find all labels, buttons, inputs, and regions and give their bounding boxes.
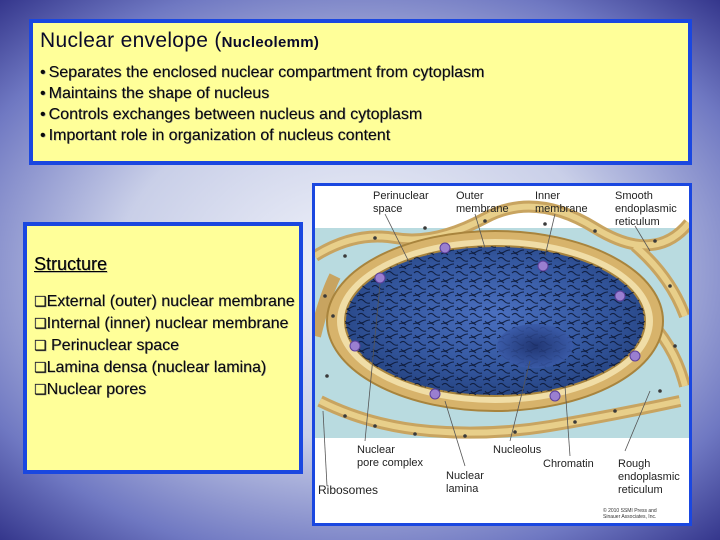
checkbox-bullet-icon: ❑ — [34, 382, 47, 398]
label-line: Smooth — [615, 190, 653, 202]
function-text: Separates the enclosed nuclear compartment from cytoplasm — [48, 64, 485, 81]
checkbox-bullet-icon: ❑ — [34, 294, 47, 310]
title-sub: Nucleolemm) — [221, 34, 320, 51]
checkbox-bullet-icon: ❑ — [34, 360, 47, 376]
nucleolus-shape — [497, 324, 573, 368]
structure-item — [34, 379, 299, 401]
label-line: membrane — [456, 203, 509, 215]
structure-text: Perinuclear space — [46, 337, 180, 354]
checkbox-bullet-icon: ❑ — [34, 316, 47, 332]
function-text: Important role in organization of nucleus content — [48, 127, 391, 144]
structure-text: External (outer) nuclear membrane — [46, 293, 295, 310]
slide-title — [40, 29, 688, 53]
bullet-icon: • — [40, 85, 46, 102]
nuclear-envelope-panel — [29, 19, 692, 165]
checkbox-bullet-icon: ❑ — [34, 338, 47, 354]
nucleus-illustration — [315, 186, 689, 523]
label-line: reticulum — [615, 216, 660, 228]
copyright-line: Sinauer Associates, Inc. — [603, 514, 657, 520]
label-ribosomes — [318, 483, 378, 497]
label-line: Inner — [535, 190, 561, 202]
bullet-icon: • — [40, 106, 46, 123]
nucleus-diagram — [312, 183, 692, 526]
structure-item — [34, 335, 299, 357]
label-line: pore complex — [357, 457, 424, 469]
label-line: endoplasmic — [615, 203, 677, 215]
label-line: reticulum — [618, 484, 663, 496]
copyright-line: © 2010 SSMI Press and — [603, 508, 657, 514]
label-line: Outer — [456, 190, 484, 202]
structure-text: Nuclear pores — [46, 381, 147, 398]
label-line: lamina — [446, 483, 479, 495]
structure-item — [34, 291, 299, 313]
structure-heading: Structure — [34, 254, 108, 274]
label-line: space — [373, 203, 403, 215]
label-line: Nuclear — [446, 470, 484, 482]
structure-list — [34, 291, 299, 401]
copyright-text — [603, 507, 657, 520]
label-line: Nucleolus — [493, 444, 542, 456]
function-text: Controls exchanges between nucleus and cytoplasm — [48, 106, 423, 123]
label-line: endoplasmic — [618, 471, 680, 483]
function-item — [40, 104, 688, 125]
chromatin-texture — [345, 246, 645, 396]
function-item — [40, 83, 688, 104]
label-line: Chromatin — [543, 458, 594, 470]
function-list — [40, 62, 688, 146]
bullet-icon: • — [40, 64, 46, 81]
function-item — [40, 62, 688, 83]
structure-item — [34, 313, 299, 335]
label-line: membrane — [535, 203, 588, 215]
label-line: Nuclear — [357, 444, 395, 456]
label-line: Perinuclear — [373, 190, 429, 202]
bullet-icon: • — [40, 127, 46, 144]
title-main: Nuclear envelope ( — [40, 29, 222, 52]
label-line: Ribosomes — [318, 483, 379, 497]
function-text: Maintains the shape of nucleus — [48, 85, 270, 102]
structure-text: Internal (inner) nuclear membrane — [46, 315, 289, 332]
label-chromatin — [543, 458, 594, 470]
structure-panel — [23, 222, 303, 474]
structure-item — [34, 357, 299, 379]
label-nucleolus — [493, 444, 542, 456]
function-item — [40, 125, 688, 146]
label-line: Rough — [618, 458, 651, 470]
structure-text: Lamina densa (nuclear lamina) — [46, 359, 267, 376]
